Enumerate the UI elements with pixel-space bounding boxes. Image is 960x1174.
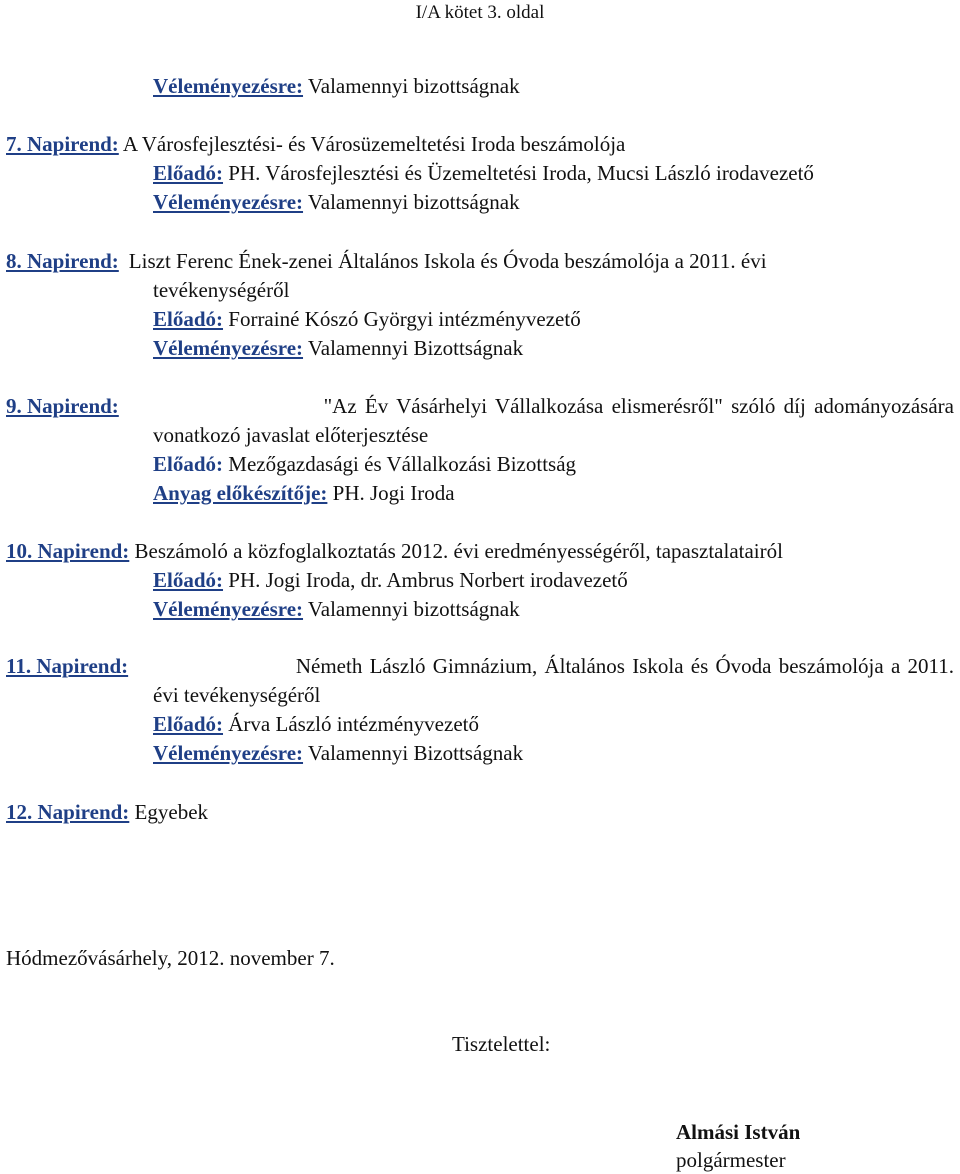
presenter-label: Előadó:	[153, 452, 224, 476]
agenda-title-continuation: vonatkozó javaslat előterjesztése	[153, 423, 429, 447]
agenda-title-continuation: tevékenységéről	[153, 278, 290, 302]
agenda-title-line	[6, 392, 954, 421]
material-preparer-line	[6, 479, 954, 508]
signature-block	[676, 1118, 800, 1174]
agenda-title-line	[6, 798, 954, 827]
presenter-line	[6, 159, 954, 188]
agenda-title-line	[6, 537, 954, 566]
agenda-title-line	[6, 130, 954, 159]
agenda-number-label: 8. Napirend:	[6, 249, 119, 273]
opinion-label: Véleményezésre:	[153, 597, 304, 621]
signer-title: polgármester	[676, 1148, 786, 1172]
presenter-label: Előadó:	[153, 568, 224, 592]
agenda-item-6-tail	[6, 72, 954, 101]
agenda-title: Beszámoló a közfoglalkoztatás 2012. évi eredményességéről, tapasztalatairól	[134, 539, 783, 563]
page-header: I/A kötet 3. oldal	[415, 2, 545, 23]
opinion-label: Véleményezésre:	[153, 336, 304, 360]
opinion-line	[6, 595, 954, 624]
material-preparer-label: Anyag előkészítője:	[153, 481, 328, 505]
presenter-line	[6, 450, 954, 479]
agenda-number-label: 10. Napirend:	[6, 539, 130, 563]
agenda-number-label: 11. Napirend:	[6, 654, 129, 678]
presenter-value: Árva László intézményvezető	[228, 712, 479, 736]
agenda-item-10	[6, 537, 954, 624]
agenda-title: Egyebek	[134, 800, 209, 824]
material-preparer-value: PH. Jogi Iroda	[332, 481, 455, 505]
presenter-line	[6, 566, 954, 595]
presenter-label: Előadó:	[153, 712, 224, 736]
agenda-title-continuation: évi tevékenységéről	[153, 683, 321, 707]
presenter-label: Előadó:	[153, 307, 224, 331]
opinion-label: Véleményezésre:	[153, 74, 304, 98]
presenter-value: PH. Jogi Iroda, dr. Ambrus Norbert irodavezető	[228, 568, 628, 592]
opinion-label: Véleményezésre:	[153, 741, 304, 765]
presenter-value: PH. Városfejlesztési és Üzemeltetési Iroda, Mucsi László irodavezető	[228, 161, 814, 185]
agenda-number-label: 7. Napirend:	[6, 132, 119, 156]
presenter-line	[6, 710, 954, 739]
agenda-title: Németh László Gimnázium, Általános Iskola és Óvoda beszámolója a 2011.	[295, 654, 954, 678]
agenda-title: A Városfejlesztési- és Városüzemeltetési Iroda beszámolója	[122, 132, 626, 156]
presenter-label: Előadó:	[153, 161, 224, 185]
place-date: Hódmezővásárhely, 2012. november 7.	[6, 946, 335, 970]
agenda-title: Liszt Ferenc Ének-zenei Általános Iskola és Óvoda beszámolója a 2011. évi	[128, 249, 767, 273]
opinion-line	[6, 72, 954, 101]
greeting: Tisztelettel:	[452, 1032, 551, 1056]
opinion-line	[6, 334, 954, 363]
agenda-title: "Az Év Vásárhelyi Vállalkozása elismerésről" szóló díj adományozására	[323, 394, 954, 418]
agenda-item-11	[6, 652, 954, 768]
opinion-value: Valamennyi bizottságnak	[307, 597, 520, 621]
agenda-item-7	[6, 130, 954, 217]
agenda-number-label: 9. Napirend:	[6, 394, 119, 418]
signer-name: Almási István	[676, 1120, 801, 1144]
agenda-item-9	[6, 392, 954, 508]
agenda-item-8	[6, 247, 954, 363]
presenter-value: Mezőgazdasági és Vállalkozási Bizottság	[228, 452, 577, 476]
presenter-value: Forrainé Kószó Györgyi intézményvezető	[228, 307, 581, 331]
opinion-value: Valamennyi Bizottságnak	[307, 336, 524, 360]
opinion-line	[6, 739, 954, 768]
agenda-item-12	[6, 798, 954, 827]
agenda-number-label: 12. Napirend:	[6, 800, 130, 824]
opinion-line	[6, 188, 954, 217]
opinion-label: Véleményezésre:	[153, 190, 304, 214]
presenter-line	[6, 305, 954, 334]
agenda-title-line	[6, 247, 954, 276]
opinion-value: Valamennyi bizottságnak	[307, 74, 520, 98]
opinion-value: Valamennyi bizottságnak	[307, 190, 520, 214]
agenda-title-line	[6, 652, 954, 681]
opinion-value: Valamennyi Bizottságnak	[307, 741, 524, 765]
